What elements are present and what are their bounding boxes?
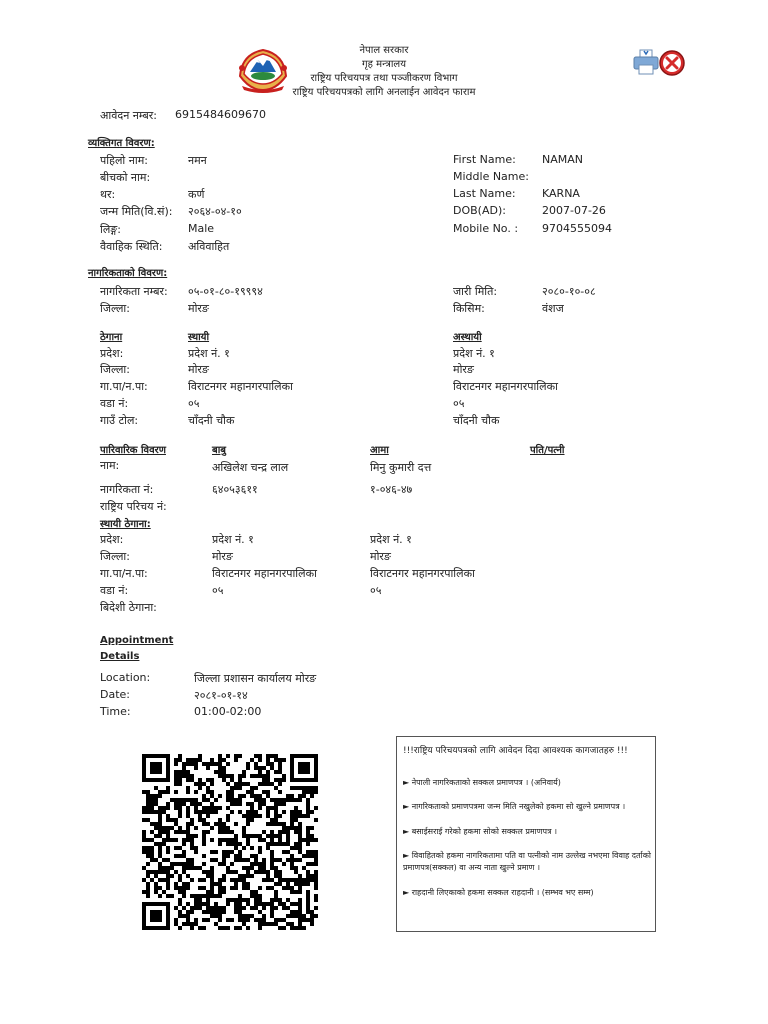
dob-bs-label: जन्म मिति(वि.सं): <box>100 205 173 218</box>
marital-status-value: अविवाहित <box>188 240 230 253</box>
required-documents-title: !!!राष्ट्रिय परिचयपत्रको लागि आवेदन दिदा आवश्यक कागजातहरु !!! <box>403 746 628 756</box>
header-department: राष्ट्रिय परिचयपत्र तथा पञ्जीकरण विभाग <box>310 73 458 84</box>
address-municipality-perm: विराटनगर महानगरपालिका <box>188 380 293 393</box>
application-number-value: 6915484609670 <box>175 108 266 121</box>
family-ward-label: वडा नं: <box>100 584 129 597</box>
appointment-location-value: जिल्ला प्रशासन कार्यालय मोरङ <box>194 672 317 685</box>
permanent-address-header: स्थायी <box>188 332 210 343</box>
address-ward-perm: ०५ <box>188 397 200 410</box>
first-name-en-label: First Name: <box>453 153 516 166</box>
family-nid-label: राष्ट्रिय परिचय नं: <box>100 500 167 513</box>
required-document-item: ► राहदानी लिएकाको हकमा सक्कल राहदानी । (सम्भव भए सम्म) <box>403 888 594 897</box>
qr-code-icon <box>142 752 320 934</box>
family-name-label: नाम: <box>100 459 120 472</box>
family-municipality-label: गा.पा/न.पा: <box>100 567 148 580</box>
citizenship-district-label: जिल्ला: <box>100 302 130 315</box>
father-province-value: प्रदेश नं. १ <box>212 533 254 546</box>
dob-bs-value: २०६४-०४-१० <box>188 205 242 218</box>
application-number-label: आवेदन नम्बर: <box>100 109 157 122</box>
header-government: नेपाल सरकार <box>359 45 409 56</box>
close-icon[interactable] <box>660 51 684 75</box>
last-name-en-label: Last Name: <box>453 187 516 200</box>
family-district-label: जिल्ला: <box>100 550 130 563</box>
citizenship-number-label: नागरिकता नम्बर: <box>100 285 168 298</box>
father-ward-value: ०५ <box>212 584 224 597</box>
appointment-title-line1: Appointment <box>100 635 174 646</box>
foreign-address-label: बिदेशी ठेगाना: <box>100 601 157 614</box>
marital-status-label: वैवाहिक स्थिति: <box>100 240 163 253</box>
dob-ad-label: DOB(AD): <box>453 204 506 217</box>
first-name-np-value: नमन <box>188 154 207 167</box>
citizenship-number-value: ०५-०१-८०-१९९९४ <box>188 285 263 298</box>
first-name-np-label: पहिलो नाम: <box>100 154 148 167</box>
required-document-item: ► विवाहितको हकमा नागरिकतामा पति वा पत्नीको नाम उल्लेख नभएमा विवाह दर्ताको प्रमाणपत्र(सक्कल) वा अन्य नाता खुल्ने प्रमाण । <box>403 851 651 872</box>
address-tole-label: गाउँ टोल: <box>100 414 139 427</box>
mother-province-value: प्रदेश नं. १ <box>370 533 412 546</box>
last-name-en-value: KARNA <box>542 187 580 200</box>
address-tole-perm: चाँदनी चौक <box>188 414 235 427</box>
middle-name-np-label: बीचको नाम: <box>100 171 151 184</box>
gender-value: Male <box>188 222 215 235</box>
father-district-value: मोरङ <box>212 550 233 563</box>
spouse-header: पति/पत्नी <box>530 445 565 456</box>
header-form-title: राष्ट्रिय परिचयपत्रको लागि अनलाईन आवेदन फाराम <box>292 87 476 98</box>
address-province-label: प्रदेश: <box>100 347 124 360</box>
mother-citizenship-value: १-०४६-४७ <box>370 483 413 496</box>
address-province-temp: प्रदेश नं. १ <box>453 347 495 360</box>
citizenship-section-title: नागरिकताको विवरण: <box>88 268 168 279</box>
appointment-location-label: Location: <box>100 671 151 684</box>
address-ward-temp: ०५ <box>453 397 465 410</box>
father-citizenship-value: ६४०५३६११ <box>212 483 258 496</box>
address-municipality-label: गा.पा/न.पा: <box>100 380 148 393</box>
required-document-item: ► बसाईसराई गरेको हकमा सोको सक्कल प्रमाणपत्र । <box>403 827 558 836</box>
mother-ward-value: ०५ <box>370 584 382 597</box>
toolbar-icons <box>632 48 688 78</box>
mother-name-value: मिनु कुमारी दत्त <box>370 461 432 474</box>
first-name-en-value: NAMAN <box>542 153 583 166</box>
citizenship-type-value: वंशज <box>542 302 564 315</box>
citizenship-district-value: मोरङ <box>188 302 209 315</box>
appointment-time-label: Time: <box>100 705 131 718</box>
mother-district-value: मोरङ <box>370 550 391 563</box>
appointment-title-line2: Details <box>100 651 140 662</box>
mother-municipality-value: विराटनगर महानगरपालिका <box>370 567 475 580</box>
printer-icon[interactable] <box>634 50 658 74</box>
middle-name-en-label: Middle Name: <box>453 170 529 183</box>
temporary-address-header: अस्थायी <box>453 332 482 343</box>
father-name-value: अखिलेश चन्द्र लाल <box>212 461 289 474</box>
father-header: बाबु <box>212 445 227 456</box>
family-permanent-address-title: स्थायी ठेगाना: <box>100 519 151 530</box>
gender-label: लिङ्ग: <box>100 223 121 236</box>
address-district-perm: मोरङ <box>188 363 209 376</box>
personal-section-title: व्यक्तिगत विवरण: <box>88 138 155 149</box>
father-municipality-value: विराटनगर महानगरपालिका <box>212 567 317 580</box>
family-section-title: पारिवारिक विवरण <box>100 445 166 456</box>
required-document-item: ► नागरिकताको प्रमाणपत्रमा जन्म मिति नखुलेको हकमा सो खुल्ने प्रमाणपत्र । <box>403 802 626 811</box>
appointment-time-value: 01:00-02:00 <box>194 705 262 718</box>
family-citizenship-label: नागरिकता नं: <box>100 483 154 496</box>
dob-ad-value: 2007-07-26 <box>542 204 606 217</box>
mother-header: आमा <box>370 445 389 456</box>
mobile-label: Mobile No. : <box>453 222 519 235</box>
address-municipality-temp: विराटनगर महानगरपालिका <box>453 380 558 393</box>
required-document-item: ► नेपाली नागरिकताको सक्कल प्रमाणपत्र । (अनिवार्य) <box>403 778 561 787</box>
header-ministry: गृह मन्त्रालय <box>361 59 407 70</box>
address-district-temp: मोरङ <box>453 363 474 376</box>
address-tole-temp: चाँदनी चौक <box>453 414 500 427</box>
mobile-value: 9704555094 <box>542 222 612 235</box>
appointment-date-value: २०८१-०१-१४ <box>194 689 248 702</box>
address-district-label: जिल्ला: <box>100 363 130 376</box>
citizenship-type-label: किसिम: <box>453 302 485 315</box>
address-ward-label: वडा नं: <box>100 397 129 410</box>
last-name-np-label: थर: <box>100 188 116 201</box>
family-province-label: प्रदेश: <box>100 533 124 546</box>
appointment-date-label: Date: <box>100 688 130 701</box>
last-name-np-value: कर्ण <box>188 188 205 201</box>
address-section-title: ठेगाना <box>100 332 123 343</box>
required-documents-box <box>396 736 656 932</box>
issue-date-value: २०८०-१०-०८ <box>542 285 596 298</box>
issue-date-label: जारी मिति: <box>453 285 498 298</box>
address-province-perm: प्रदेश नं. १ <box>188 347 230 360</box>
